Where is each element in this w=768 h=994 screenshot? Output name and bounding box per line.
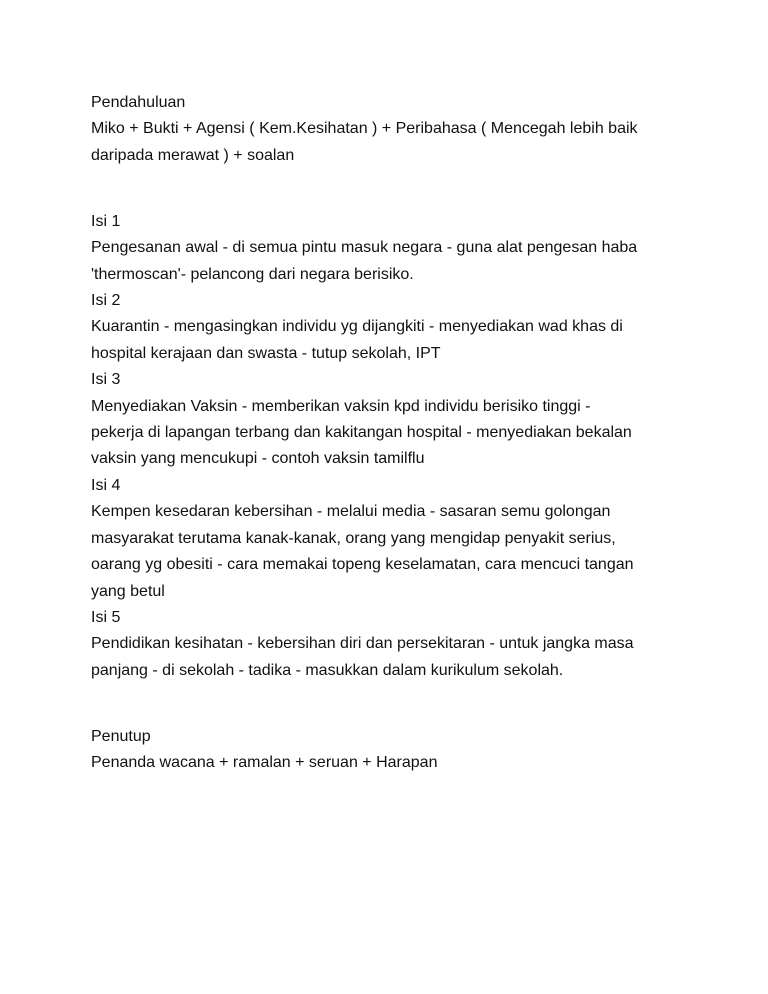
section-heading: Isi 2: [91, 292, 121, 310]
text-line: Kuarantin - mengasingkan individu yg dijangkiti - menyediakan wad khas di: [91, 318, 623, 336]
section-isi-1: [91, 209, 691, 288]
section-heading: Pendahuluan: [91, 94, 186, 111]
spacer: [91, 169, 691, 209]
text-line: Pendidikan kesihatan - kebersihan diri dan persekitaran - untuk jangka masa: [91, 635, 634, 653]
section-heading: Isi 1: [91, 212, 121, 230]
section-isi-2: [91, 288, 691, 367]
document-body: [91, 90, 691, 777]
section-heading: Penutup: [91, 727, 151, 745]
text-line: 'thermoscan'- pelancong dari negara berisiko.: [91, 265, 414, 283]
text-line: daripada merawat ) + soalan: [91, 146, 295, 164]
text-line: Miko + Bukti + Agensi ( Kem.Kesihatan ) + Peribahasa ( Mencegah lebih baik: [91, 120, 638, 138]
text-line: Kempen kesedaran kebersihan - melalui media - sasaran semu golongan: [91, 503, 611, 521]
text-line: pekerja di lapangan terbang dan kakitangan hospital - menyediakan bekalan: [91, 424, 632, 442]
text-line: Pengesanan awal - di semua pintu masuk negara - guna alat pengesan haba: [91, 239, 638, 257]
text-line: Penanda wacana + ramalan + seruan + Harapan: [91, 754, 438, 772]
section-isi-3: [91, 367, 691, 473]
section-isi-4: [91, 473, 691, 605]
section-pendahuluan: [91, 90, 691, 169]
text-line: vaksin yang mencukupi - contoh vaksin tamilflu: [91, 450, 425, 468]
spacer: [91, 684, 691, 724]
section-heading: Isi 5: [91, 608, 121, 626]
text-line: oarang yg obesiti - cara memakai topeng keselamatan, cara mencuci tangan: [91, 556, 634, 574]
section-heading: Isi 4: [91, 476, 121, 494]
section-penutup: [91, 724, 691, 777]
section-heading: Isi 3: [91, 371, 121, 389]
text-line: yang betul: [91, 582, 165, 600]
text-line: Menyediakan Vaksin - memberikan vaksin kpd individu berisiko tinggi -: [91, 397, 591, 415]
text-line: panjang - di sekolah - tadika - masukkan dalam kurikulum sekolah.: [91, 661, 564, 679]
section-isi-5: [91, 605, 691, 684]
text-line: hospital kerajaan dan swasta - tutup sekolah, IPT: [91, 344, 441, 362]
text-line: masyarakat terutama kanak-kanak, orang yang mengidap penyakit serius,: [91, 529, 616, 547]
